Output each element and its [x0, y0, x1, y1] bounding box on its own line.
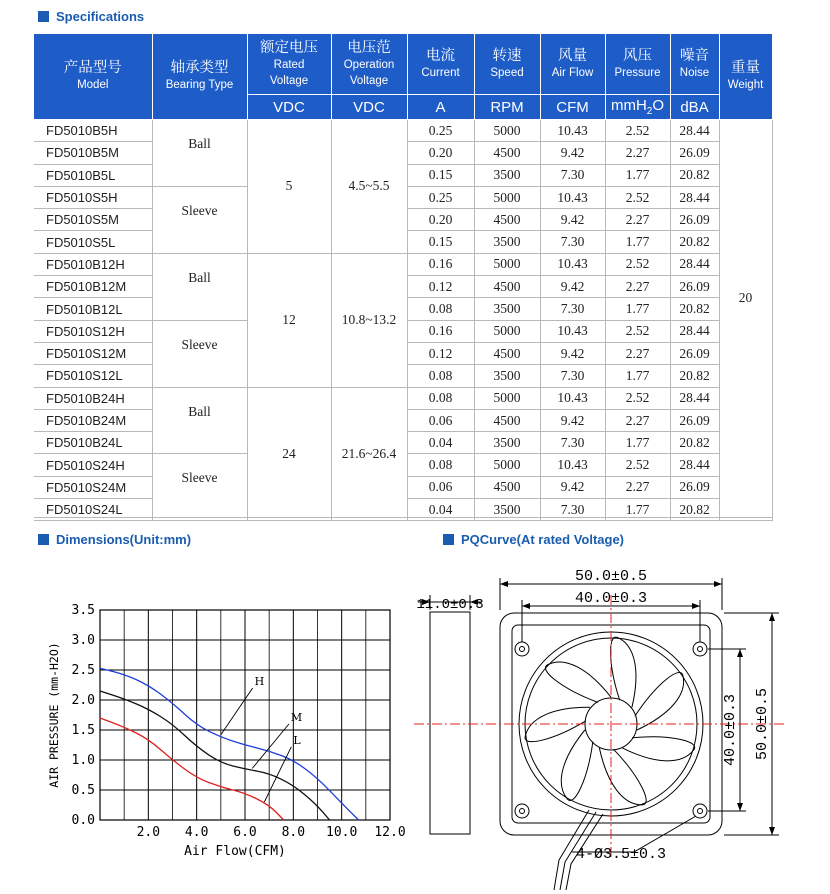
current-cell: 0.04	[407, 499, 474, 521]
current-cell: 0.12	[407, 342, 474, 364]
unit-speed: RPM	[474, 95, 540, 120]
speed-cell: 4500	[474, 342, 540, 364]
noise-cell: 28.44	[670, 454, 719, 476]
current-cell: 0.12	[407, 276, 474, 298]
pressure-cell: 2.27	[605, 409, 670, 431]
series-line-h	[100, 668, 359, 820]
model-cell: FD5010B12M	[34, 276, 152, 298]
speed-cell: 3500	[474, 298, 540, 320]
fan-dimension-drawing	[404, 560, 804, 890]
model-cell: FD5010S12L	[34, 365, 152, 387]
speed-cell: 4500	[474, 142, 540, 164]
airflow-cell: 10.43	[540, 454, 605, 476]
specifications-label: Specifications	[56, 9, 145, 24]
pqcurve-label: PQCurve(At rated Voltage)	[461, 532, 625, 547]
bearing-cell: Ball	[152, 387, 247, 454]
noise-cell: 28.44	[670, 186, 719, 208]
y-tick-label: 0.5	[71, 783, 95, 798]
model-cell: FD5010B24M	[34, 409, 152, 431]
rated-voltage-cell: 24	[247, 387, 331, 521]
current-cell: 0.25	[407, 120, 474, 142]
model-cell: FD5010S12H	[34, 320, 152, 342]
model-cell: FD5010S24H	[34, 454, 152, 476]
noise-cell: 26.09	[670, 142, 719, 164]
unit-rated: VDC	[247, 95, 331, 120]
pressure-cell: 2.27	[605, 342, 670, 364]
airflow-cell: 7.30	[540, 231, 605, 253]
airflow-cell: 10.43	[540, 186, 605, 208]
airflow-cell: 7.30	[540, 164, 605, 186]
noise-cell: 20.82	[670, 164, 719, 186]
section-square-icon	[443, 534, 454, 545]
current-cell: 0.16	[407, 320, 474, 342]
noise-cell: 26.09	[670, 342, 719, 364]
noise-cell: 20.82	[670, 231, 719, 253]
dim-thickness: 11.0±0.3	[416, 597, 484, 613]
airflow-cell: 9.42	[540, 276, 605, 298]
section-square-icon	[38, 534, 49, 545]
airflow-cell: 9.42	[540, 342, 605, 364]
current-cell: 0.16	[407, 253, 474, 275]
airflow-cell: 10.43	[540, 120, 605, 142]
pressure-cell: 2.52	[605, 253, 670, 275]
pressure-cell: 2.27	[605, 476, 670, 498]
noise-cell: 28.44	[670, 320, 719, 342]
header-model: 产品型号 Model	[34, 34, 152, 120]
noise-cell: 28.44	[670, 387, 719, 409]
noise-cell: 20.82	[670, 499, 719, 521]
bearing-cell: Ball	[152, 120, 247, 187]
current-cell: 0.20	[407, 209, 474, 231]
current-cell: 0.06	[407, 476, 474, 498]
dim-vertical-overall: 50.0±0.5	[754, 687, 771, 761]
y-tick-label: 2.5	[71, 663, 95, 678]
model-cell: FD5010B24H	[34, 387, 152, 409]
current-cell: 0.08	[407, 454, 474, 476]
airflow-cell: 10.43	[540, 253, 605, 275]
noise-cell: 20.82	[670, 365, 719, 387]
current-cell: 0.15	[407, 231, 474, 253]
model-cell: FD5010B5L	[34, 164, 152, 186]
speed-cell: 5000	[474, 387, 540, 409]
series-leader-h	[221, 688, 253, 735]
y-tick-label: 1.0	[71, 753, 95, 768]
noise-cell: 26.09	[670, 276, 719, 298]
bearing-cell: Sleeve	[152, 454, 247, 521]
unit-airflow: CFM	[540, 95, 605, 120]
x-axis-label: Air Flow(CFM)	[184, 844, 286, 859]
model-cell: FD5010S12M	[34, 342, 152, 364]
x-tick-label: 4.0	[184, 825, 209, 840]
dim-hole-diameter: 4-Ø3.5±0.3	[576, 846, 667, 863]
y-tick-label: 2.0	[71, 693, 95, 708]
speed-cell: 4500	[474, 209, 540, 231]
bearing-cell: Sleeve	[152, 320, 247, 387]
header-airflow: 风量 Air Flow	[540, 34, 605, 95]
y-tick-label: 1.5	[71, 723, 95, 738]
fan-blades	[523, 635, 696, 806]
speed-cell: 3500	[474, 164, 540, 186]
series-label-m: M	[290, 711, 303, 724]
model-cell: FD5010S5M	[34, 209, 152, 231]
current-cell: 0.08	[407, 298, 474, 320]
weight-cell: 20	[719, 120, 772, 521]
y-axis-label: AIR PRESSURE (mm-H2O)	[47, 642, 61, 788]
current-cell: 0.08	[407, 365, 474, 387]
header-weight: 重量 Weight	[719, 34, 772, 120]
speed-cell: 5000	[474, 186, 540, 208]
airflow-cell: 9.42	[540, 476, 605, 498]
header-noise: 噪音 Noise	[670, 34, 719, 95]
current-cell: 0.20	[407, 142, 474, 164]
noise-cell: 26.09	[670, 476, 719, 498]
noise-cell: 26.09	[670, 409, 719, 431]
model-cell: FD5010B5M	[34, 142, 152, 164]
header-rated-voltage: 额定电压 Rated Voltage	[247, 34, 331, 95]
y-tick-label: 3.0	[71, 633, 95, 648]
airflow-cell: 10.43	[540, 320, 605, 342]
unit-current: A	[407, 95, 474, 120]
noise-cell: 20.82	[670, 432, 719, 454]
airflow-cell: 7.30	[540, 365, 605, 387]
spec-table-wrapper	[34, 34, 773, 518]
rated-voltage-cell: 5	[247, 120, 331, 254]
spec-table	[34, 34, 773, 521]
operation-voltage-cell: 4.5~5.5	[331, 120, 407, 254]
y-tick-label: 3.5	[71, 603, 95, 618]
unit-operation: VDC	[331, 95, 407, 120]
table-row	[34, 387, 772, 409]
fan-blade	[621, 711, 696, 785]
dim-overall-width: 50.0±0.5	[574, 568, 648, 585]
fan-blade	[586, 635, 661, 709]
dim-vertical-holes: 40.0±0.3	[722, 693, 739, 767]
pressure-cell: 1.77	[605, 365, 670, 387]
noise-cell: 26.09	[670, 209, 719, 231]
pressure-cell: 1.77	[605, 231, 670, 253]
speed-cell: 4500	[474, 476, 540, 498]
x-tick-label: 2.0	[136, 825, 161, 840]
speed-cell: 5000	[474, 120, 540, 142]
speed-cell: 3500	[474, 231, 540, 253]
dim-hole-spacing: 40.0±0.3	[574, 590, 648, 607]
speed-cell: 4500	[474, 276, 540, 298]
unit-noise: dBA	[670, 95, 719, 120]
pressure-cell: 2.27	[605, 209, 670, 231]
pressure-cell: 2.52	[605, 186, 670, 208]
current-cell: 0.04	[407, 432, 474, 454]
model-cell: FD5010B5H	[34, 120, 152, 142]
noise-cell: 28.44	[670, 253, 719, 275]
spec-table-body	[34, 120, 772, 521]
section-square-icon	[38, 11, 49, 22]
current-cell: 0.08	[407, 387, 474, 409]
model-cell: FD5010B12H	[34, 253, 152, 275]
pressure-cell: 2.52	[605, 387, 670, 409]
airflow-cell: 7.30	[540, 298, 605, 320]
airflow-cell: 7.30	[540, 432, 605, 454]
series-label-l: L	[293, 733, 301, 747]
noise-cell: 20.82	[670, 298, 719, 320]
pressure-cell: 2.52	[605, 320, 670, 342]
operation-voltage-cell: 21.6~26.4	[331, 387, 407, 521]
speed-cell: 5000	[474, 454, 540, 476]
speed-cell: 5000	[474, 253, 540, 275]
model-cell: FD5010S24M	[34, 476, 152, 498]
model-cell: FD5010B24L	[34, 432, 152, 454]
bearing-cell: Sleeve	[152, 186, 247, 253]
airflow-cell: 9.42	[540, 209, 605, 231]
current-cell: 0.15	[407, 164, 474, 186]
header-bearing: 轴承类型 Bearing Type	[152, 34, 247, 120]
model-cell: FD5010S5L	[34, 231, 152, 253]
pressure-cell: 1.77	[605, 432, 670, 454]
pressure-cell: 1.77	[605, 298, 670, 320]
table-row	[34, 253, 772, 275]
x-tick-label: 10.0	[326, 825, 358, 840]
unit-pressure: mmH$_2$O	[605, 95, 670, 120]
speed-cell: 4500	[474, 409, 540, 431]
pq-curve-chart	[40, 590, 410, 860]
x-tick-label: 12.0	[374, 825, 406, 840]
pressure-cell: 2.27	[605, 142, 670, 164]
current-cell: 0.06	[407, 409, 474, 431]
header-operation-voltage: 电压范 Operation Voltage	[331, 34, 407, 95]
y-tick-label: 0.0	[71, 813, 95, 828]
specifications-title	[38, 9, 144, 24]
dimensions-label: Dimensions(Unit:mm)	[56, 532, 192, 547]
fan-side-view	[430, 612, 470, 834]
operation-voltage-cell: 10.8~13.2	[331, 253, 407, 387]
current-cell: 0.25	[407, 186, 474, 208]
speed-cell: 3500	[474, 432, 540, 454]
header-pressure: 风压 Pressure	[605, 34, 670, 95]
noise-cell: 28.44	[670, 120, 719, 142]
pqcurve-title	[443, 532, 624, 547]
airflow-cell: 10.43	[540, 387, 605, 409]
header-current: 电流 Current	[407, 34, 474, 95]
pressure-cell: 2.52	[605, 454, 670, 476]
speed-cell: 5000	[474, 320, 540, 342]
pressure-cell: 2.52	[605, 120, 670, 142]
series-label-h: H	[254, 675, 265, 688]
series-leader-m	[252, 724, 289, 768]
pressure-cell: 2.27	[605, 276, 670, 298]
x-tick-label: 8.0	[281, 825, 306, 840]
pressure-cell: 1.77	[605, 499, 670, 521]
pressure-cell: 1.77	[605, 164, 670, 186]
speed-cell: 3500	[474, 365, 540, 387]
speed-cell: 3500	[474, 499, 540, 521]
series-line-l	[100, 718, 284, 820]
fan-blade	[589, 746, 656, 806]
rated-voltage-cell: 12	[247, 253, 331, 387]
fan-blade	[543, 729, 612, 802]
airflow-cell: 7.30	[540, 499, 605, 521]
table-row	[34, 120, 772, 142]
x-tick-label: 6.0	[233, 825, 257, 840]
airflow-cell: 9.42	[540, 409, 605, 431]
header-speed: 转速 Speed	[474, 34, 540, 95]
model-cell: FD5010S5H	[34, 186, 152, 208]
model-cell: FD5010S24L	[34, 499, 152, 521]
model-cell: FD5010B12L	[34, 298, 152, 320]
dimensions-title	[38, 532, 191, 547]
bearing-cell: Ball	[152, 253, 247, 320]
airflow-cell: 9.42	[540, 142, 605, 164]
fan-blade	[545, 652, 612, 712]
fan-blade	[635, 672, 684, 730]
